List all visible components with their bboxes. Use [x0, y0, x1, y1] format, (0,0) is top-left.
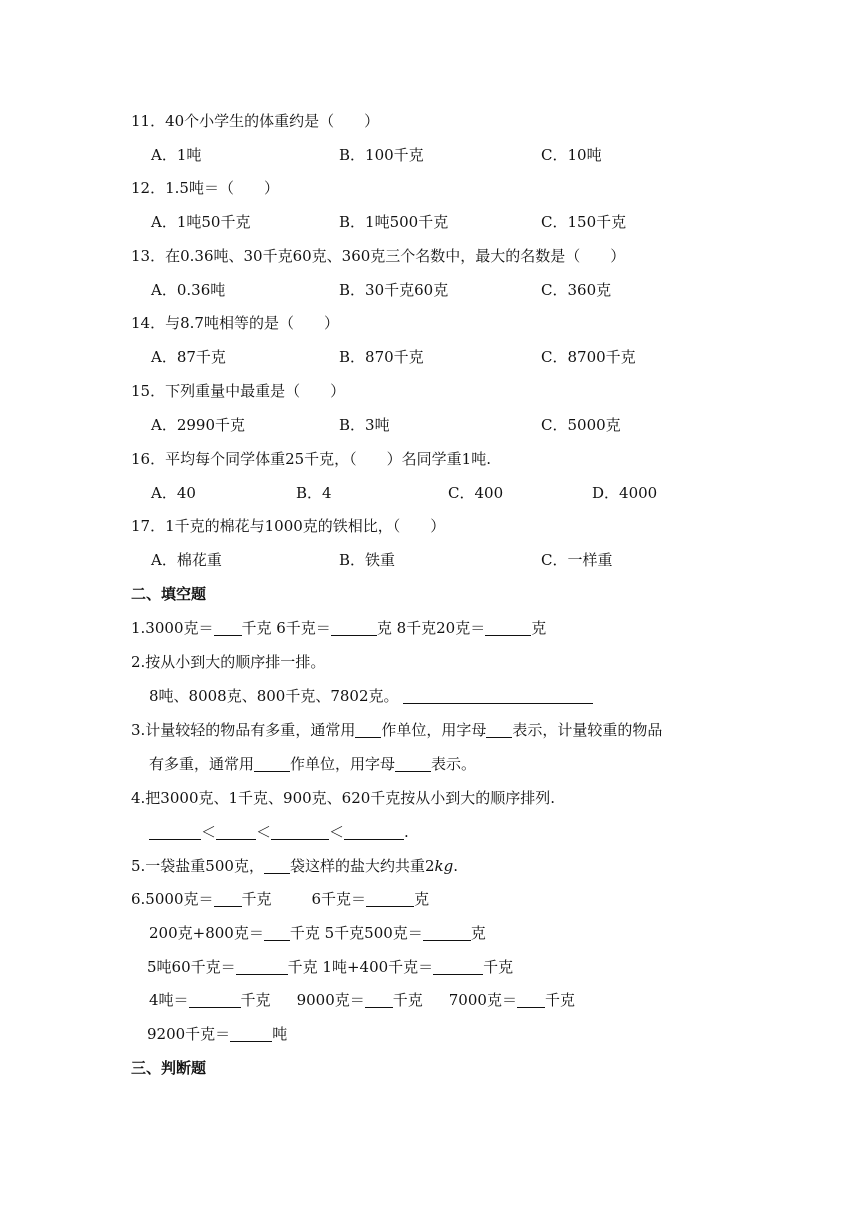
question-16-option-b: B．4 [296, 484, 332, 502]
answer-blank[interactable] [366, 890, 414, 907]
fill-question-2-stem: 2.按从小到大的顺序排一排。 [131, 653, 326, 671]
question-15-option-a: A．2990千克 [151, 416, 246, 434]
question-16-option-c: C．400 [448, 484, 504, 502]
answer-blank[interactable] [433, 958, 483, 975]
fill-question-1: 1.3000克＝ 千克 6千克＝ 克 8千克20克＝ 克 [131, 619, 547, 637]
fill-question-3-line2: 有多重，通常用 作单位，用字母 表示。 [149, 755, 477, 773]
answer-blank[interactable] [517, 991, 545, 1008]
question-14-option-c: C．8700千克 [541, 348, 636, 366]
section-2-title: 二、填空题 [131, 585, 207, 603]
answer-blank[interactable] [271, 823, 329, 840]
question-14-stem: 14．与8.7吨相等的是（ ） [131, 314, 339, 332]
question-13-option-a: A．0.36吨 [151, 281, 226, 299]
fill-question-2-line: 8吨、8008克、800千克、7802克。 [149, 686, 593, 706]
question-15-option-c: C．5000克 [541, 416, 621, 434]
answer-blank[interactable] [331, 619, 377, 636]
question-14-option-b: B．870千克 [339, 348, 424, 366]
question-16-option-d: D．4000 [592, 484, 658, 502]
section-3-title: 三、判断题 [131, 1059, 207, 1077]
question-12-option-c: C．150千克 [541, 213, 627, 231]
fill-question-6-row5: 9200千克＝ 吨 [147, 1025, 288, 1043]
question-13-option-c: C．360克 [541, 281, 612, 299]
question-16-stem: 16．平均每个同学体重25千克，（ ）名同学重1吨. [131, 450, 491, 468]
question-12-stem: 12．1.5吨＝（ ） [131, 179, 279, 197]
answer-blank[interactable] [236, 958, 288, 975]
answer-blank[interactable] [149, 823, 201, 840]
question-17-option-a: A．棉花重 [151, 551, 222, 569]
answer-blank[interactable] [365, 991, 393, 1008]
answer-blank[interactable] [403, 687, 593, 704]
answer-blank[interactable] [214, 890, 242, 907]
answer-blank[interactable] [254, 755, 290, 772]
fill-question-4-stem: 4.把3000克、1千克、900克、620千克按从小到大的顺序排列. [131, 789, 556, 807]
fill-question-6-row3: 5吨60千克＝ 千克 1吨+400千克＝ 千克 [147, 958, 514, 976]
fill-question-3-line1: 3.计量较轻的物品有多重，通常用 作单位，用字母 表示，计量较重的物品 [131, 721, 663, 739]
answer-blank[interactable] [355, 721, 381, 738]
fill-question-4-answer: ＜ ＜ ＜ . [149, 822, 409, 842]
question-11-stem: 11．40个小学生的体重约是（ ） [131, 112, 380, 130]
question-11-option-c: C．10吨 [541, 146, 602, 164]
question-13-option-b: B．30千克60克 [339, 281, 449, 299]
question-17-stem: 17．1千克的棉花与1000克的铁相比，（ ） [131, 517, 446, 535]
answer-blank[interactable] [423, 924, 471, 941]
answer-blank[interactable] [264, 924, 290, 941]
question-11-option-b: B．100千克 [339, 146, 424, 164]
answer-blank[interactable] [486, 721, 512, 738]
answer-blank[interactable] [189, 991, 241, 1008]
question-15-option-b: B．3吨 [339, 416, 390, 434]
question-12-option-b: B．1吨500千克 [339, 213, 449, 231]
answer-blank[interactable] [395, 755, 431, 772]
answer-blank[interactable] [485, 619, 531, 636]
answer-blank[interactable] [264, 857, 290, 874]
question-12-option-a: A．1吨50千克 [151, 213, 251, 231]
answer-blank[interactable] [230, 1025, 272, 1042]
fill-question-6-row1: 6.5000克＝ 千克 6千克＝ 克 [131, 890, 430, 908]
fill-question-5: 5.一袋盐重500克， 袋这样的盐大约共重2kg. [131, 857, 458, 875]
question-17-option-b: B．铁重 [339, 551, 396, 569]
question-17-option-c: C．一样重 [541, 551, 613, 569]
answer-blank[interactable] [344, 823, 404, 840]
question-16-option-a: A．40 [151, 484, 196, 502]
question-15-stem: 15．下列重量中最重是（ ） [131, 382, 346, 400]
question-14-option-a: A．87千克 [151, 348, 226, 366]
answer-blank[interactable] [216, 823, 256, 840]
fill-question-6-row2: 200克+800克＝ 千克 5千克500克＝ 克 [149, 924, 486, 942]
question-13-stem: 13．在0.36吨、30千克60克、360克三个名数中，最大的名数是（ ） [131, 247, 626, 265]
answer-blank[interactable] [214, 619, 242, 636]
question-11-option-a: A．1吨 [151, 146, 202, 164]
fill-question-6-row4: 4吨＝ 千克 9000克＝ 千克 7000克＝ 千克 [149, 991, 575, 1009]
